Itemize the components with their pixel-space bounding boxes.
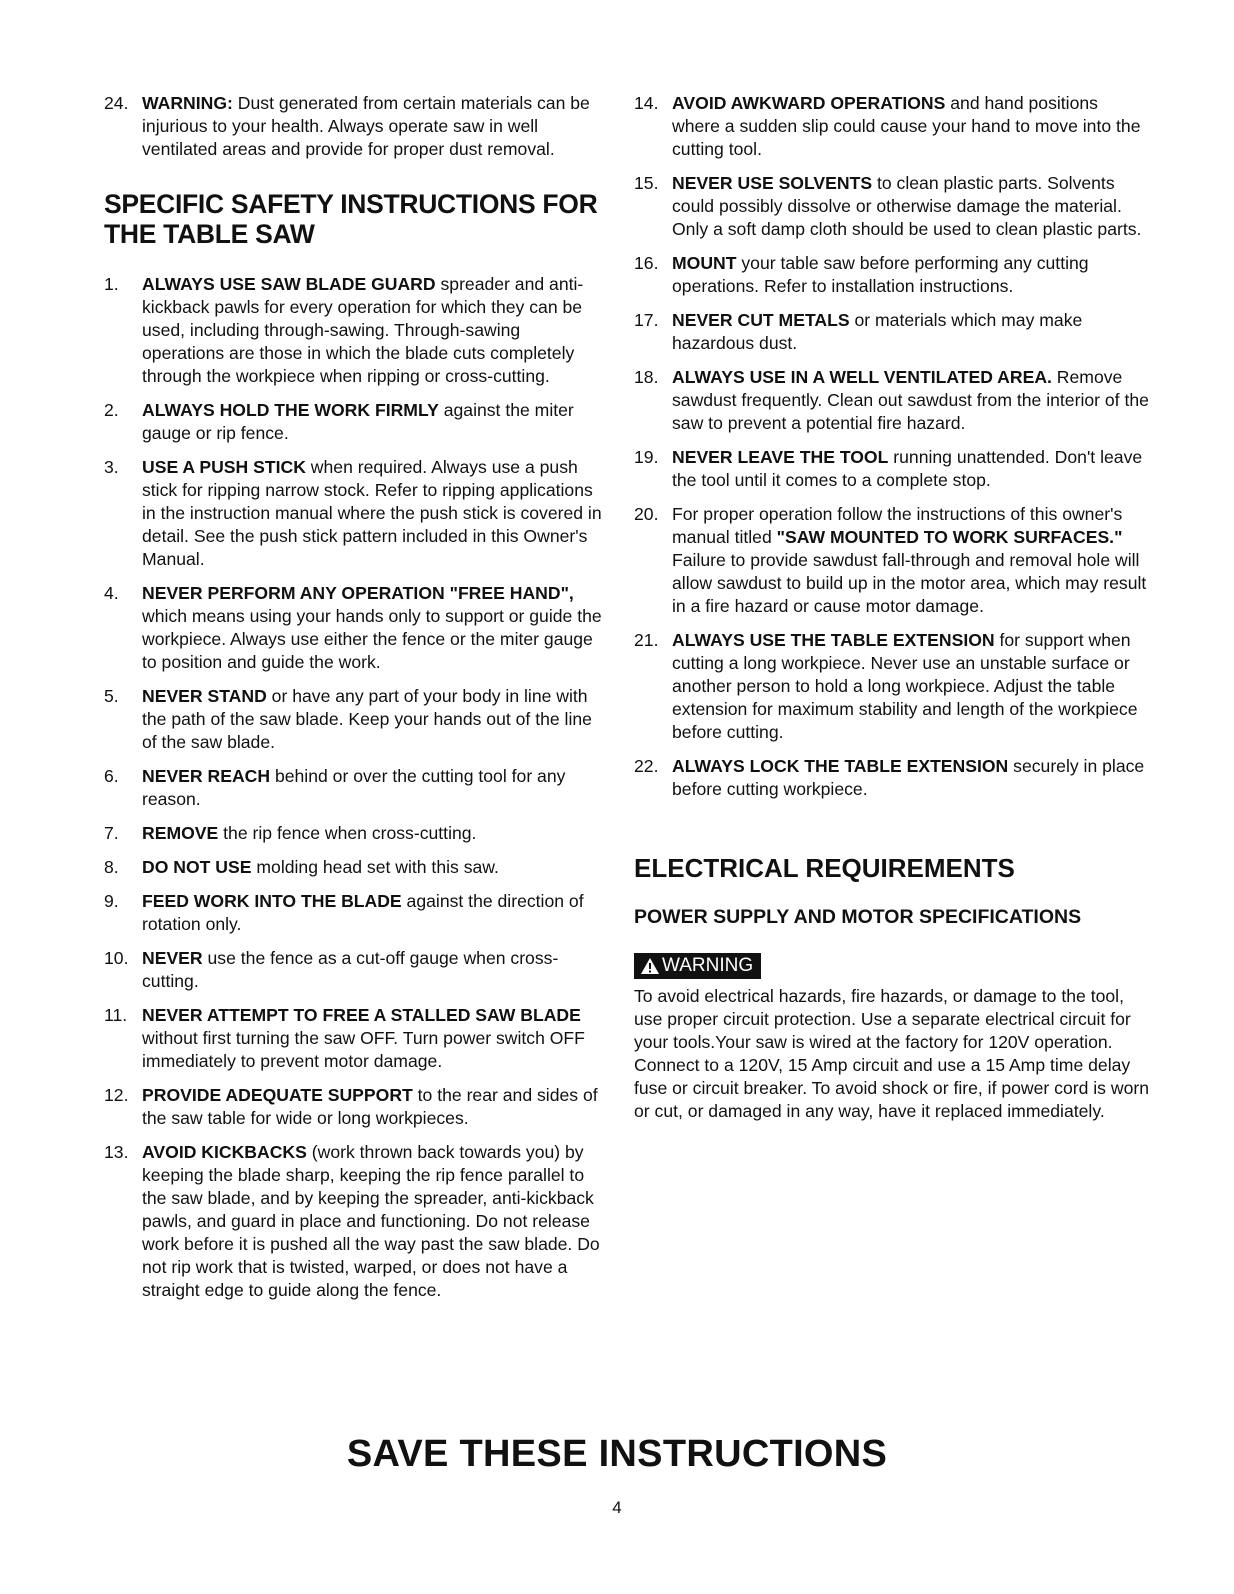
instruction-item-3	[104, 456, 604, 571]
page-number: 4	[612, 1498, 622, 1517]
item-bold-lead: NEVER USE SOLVENTS	[672, 173, 873, 193]
item-number: 13.	[104, 1142, 129, 1162]
warning-triangle-icon	[640, 957, 660, 975]
item-number: 16.	[634, 253, 659, 273]
item-bold-lead: NEVER ATTEMPT TO FREE A STALLED SAW BLADE	[142, 1005, 581, 1025]
instruction-item-2	[104, 399, 604, 445]
item-number: 8.	[104, 857, 119, 877]
item-text: to clean plastic parts. Solvents could possibly dissolve or otherwise damage the material. Only a soft damp cloth should be used to clean plastic parts.	[672, 173, 1142, 239]
item-number: 3.	[104, 457, 119, 477]
item-number: 20.	[634, 504, 659, 524]
instruction-item-21	[634, 629, 1149, 744]
item-number: 2.	[104, 400, 119, 420]
item-number: 17.	[634, 310, 659, 330]
instruction-item-5	[104, 685, 604, 754]
item-bold-lead: ALWAYS LOCK THE TABLE EXTENSION	[672, 756, 1009, 776]
item-text: spreader and anti-kickback pawls for every operation for which they can be used, including through-sawing. Through-sawing operations are those in which the blade cuts completely through the workpiece when ripping or cross-cutting.	[142, 274, 584, 386]
item-text: without first turning the saw OFF. Turn power switch OFF immediately to prevent motor damage.	[142, 1028, 585, 1071]
item-text: Dust generated from certain materials can be injurious to your health. Always operate saw in well ventilated areas and provide for proper dust removal.	[142, 93, 590, 159]
item-number: 19.	[634, 447, 659, 467]
warning-paragraph: To avoid electrical hazards, fire hazards, or damage to the tool, use proper circuit protection. Use a separate electrical circuit for your tools.Your saw is wired at the factory for 120V operation. Connect to a 120V, 15 Amp circuit and use a 15 Amp time delay fuse or circuit breaker. To avoid shock or fire, if power cord is worn or cut, or damaged in any way, have it replaced immediately.	[634, 986, 1149, 1121]
item-text: the rip fence when cross-cutting.	[218, 823, 477, 843]
instruction-item-12	[104, 1084, 604, 1130]
item-bold-lead: REMOVE	[142, 823, 219, 843]
electrical-requirements-heading: ELECTRICAL REQUIREMENTS	[634, 853, 1015, 883]
warning-badge	[634, 953, 761, 979]
item-bold-lead: DO NOT USE	[142, 857, 252, 877]
instruction-item-8	[104, 856, 604, 879]
item-text: running unattended. Don't leave the tool until it comes to a complete stop.	[672, 447, 1143, 490]
item-text: securely in place before cutting workpiece.	[672, 756, 1145, 799]
item-text: against the direction of rotation only.	[142, 891, 584, 934]
item-bold-lead: FEED WORK INTO THE BLADE	[142, 891, 402, 911]
item-text: or materials which may make hazardous dust.	[672, 310, 1083, 353]
item-bold-lead: NEVER CUT METALS	[672, 310, 850, 330]
item-bold-lead: AVOID AWKWARD OPERATIONS	[672, 93, 946, 113]
item-text: and hand positions where a sudden slip could cause your hand to move into the cutting tool.	[672, 93, 1141, 159]
item-number: 22.	[634, 756, 659, 776]
warning-label: WARNING	[662, 955, 754, 976]
item-bold-lead: WARNING:	[142, 93, 233, 113]
item-bold-lead: ALWAYS USE THE TABLE EXTENSION	[672, 630, 995, 650]
item-number: 4.	[104, 583, 119, 603]
item-text: (work thrown back towards you) by keeping the blade sharp, keeping the rip fence parallel to the saw blade, and by keeping the spreader, anti-kickback pawls, and guard in place and functioning. Do not release work before it is pushed all the way past the saw blade. Do not rip work that is twisted, warped, or does not have a straight edge to guide along the fence.	[142, 1142, 600, 1300]
item-number: 5.	[104, 686, 119, 706]
item-text: or have any part of your body in line with the path of the saw blade. Keep your hands out of the line of the saw blade.	[142, 686, 592, 752]
item-text: Remove sawdust frequently. Clean out sawdust from the interior of the saw to prevent a potential fire hazard.	[672, 367, 1149, 433]
item-bold-lead: "SAW MOUNTED TO WORK SURFACES."	[776, 527, 1123, 547]
item-number: 7.	[104, 823, 119, 843]
item-text: your table saw before performing any cutting operations. Refer to installation instructions.	[672, 253, 1089, 296]
instruction-item-11	[104, 1004, 604, 1073]
item-number: 21.	[634, 630, 659, 650]
item-bold-lead: NEVER	[142, 948, 203, 968]
item-text: against the miter gauge or rip fence.	[142, 400, 574, 443]
item-bold-lead: NEVER STAND	[142, 686, 267, 706]
power-supply-heading: POWER SUPPLY AND MOTOR SPECIFICATIONS	[634, 906, 1082, 928]
item-number: 11.	[104, 1005, 128, 1025]
instruction-item-16	[634, 252, 1149, 298]
instruction-item-17	[634, 309, 1149, 355]
item-text: behind or over the cutting tool for any reason.	[142, 766, 566, 809]
instruction-item-6	[104, 765, 604, 811]
item-number: 6.	[104, 766, 119, 786]
instruction-item-19	[634, 446, 1149, 492]
save-instructions-title: SAVE THESE INSTRUCTIONS	[346, 1433, 888, 1475]
instruction-item-10	[104, 947, 604, 993]
right-column	[634, 92, 1149, 1123]
item-text: for support when cutting a long workpiece. Never use an unstable surface or another person to hold a long workpiece. Adjust the table extension for maximum stability and length of the workpiece before cutting.	[672, 630, 1138, 742]
specific-safety-heading: SPECIFIC SAFETY INSTRUCTIONS FOR THE TABLE SAW	[104, 189, 598, 249]
item-number: 24.	[104, 93, 129, 113]
item-bold-lead: NEVER LEAVE THE TOOL	[672, 447, 889, 467]
instruction-item-20	[634, 503, 1149, 618]
instruction-item-4	[104, 582, 604, 674]
item-number: 9.	[104, 891, 119, 911]
item-number: 1.	[104, 274, 119, 294]
instruction-item-18	[634, 366, 1149, 435]
instruction-item-15	[634, 172, 1149, 241]
instruction-item-9	[104, 890, 604, 936]
item-bold-lead: ALWAYS HOLD THE WORK FIRMLY	[142, 400, 439, 420]
instruction-item-7	[104, 822, 604, 845]
item-bold-lead: PROVIDE ADEQUATE SUPPORT	[142, 1085, 413, 1105]
item-bold-lead: ALWAYS USE IN A WELL VENTILATED AREA.	[672, 367, 1052, 387]
item-number: 12.	[104, 1085, 129, 1105]
item-number: 18.	[634, 367, 659, 387]
item-text-pre: For proper operation follow the instructions of this owner's manual titled	[672, 504, 1123, 547]
item-bold-lead: ALWAYS USE SAW BLADE GUARD	[142, 274, 436, 294]
instruction-item-22	[634, 755, 1149, 801]
item-number: 10.	[104, 948, 129, 968]
item-number: 15.	[634, 173, 659, 193]
item-bold-lead: MOUNT	[672, 253, 737, 273]
item-bold-lead: AVOID KICKBACKS	[142, 1142, 307, 1162]
item-text: when required. Always use a push stick for ripping narrow stock. Refer to ripping applications in the instruction manual where the push stick is covered in detail. See the push stick pattern included in this Owner's Manual.	[142, 457, 602, 569]
item-text: Failure to provide sawdust fall-through and removal hole will allow sawdust to build up in the motor area, which may result in a fire hazard or cause motor damage.	[672, 550, 1147, 616]
instruction-item-24	[104, 92, 604, 161]
item-text: to the rear and sides of the saw table for wide or long workpieces.	[142, 1085, 598, 1128]
item-bold-lead: NEVER REACH	[142, 766, 271, 786]
left-column	[104, 92, 604, 1313]
item-bold-lead: NEVER PERFORM ANY OPERATION "FREE HAND",	[142, 583, 574, 603]
instruction-item-14	[634, 92, 1149, 161]
instruction-item-1	[104, 273, 604, 388]
item-text: molding head set with this saw.	[251, 857, 499, 877]
item-text: use the fence as a cut-off gauge when cross-cutting.	[142, 948, 559, 991]
item-text: which means using your hands only to support or guide the workpiece. Always use either the fence or the miter gauge to position and guide the work.	[142, 606, 602, 672]
item-number: 14.	[634, 93, 659, 113]
item-bold-lead: USE A PUSH STICK	[142, 457, 306, 477]
instruction-item-13	[104, 1141, 604, 1302]
